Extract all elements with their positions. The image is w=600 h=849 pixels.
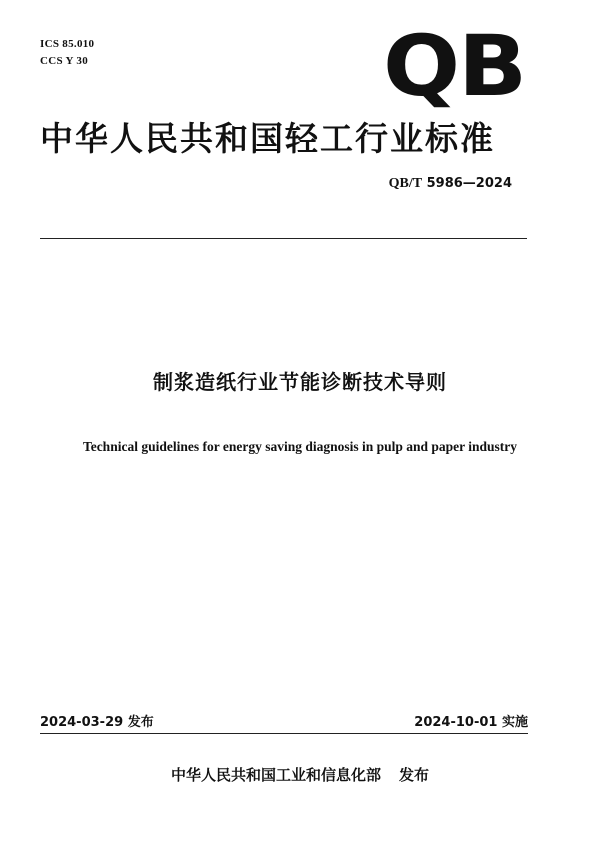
footer-divider (40, 733, 528, 734)
header-divider (40, 238, 527, 239)
document-title-english: Technical guidelines for energy saving diagnosis in pulp and paper industry (82, 439, 518, 454)
issue-date-line (40, 711, 154, 730)
ccs-code: CCS Y 30 (40, 55, 89, 67)
ics-code: ICS 85.010 (40, 38, 95, 50)
standard-code: 5986—2024 (426, 176, 512, 191)
implementation-date-line (414, 711, 528, 730)
issuer-name: 中华人民共和国工业和信息化部 (170, 766, 381, 784)
document-title-chinese: 制浆造纸行业节能诊断技术导则 (153, 370, 447, 394)
standard-number (389, 176, 512, 192)
implementation-label: 实施 (501, 715, 528, 730)
standard-category-title: 中华人民共和国轻工行业标准 (40, 119, 495, 158)
qb-logo: QB (383, 17, 525, 115)
issuer-line (0, 764, 600, 785)
issuer-action: 发布 (399, 766, 430, 784)
standard-prefix: QB/T (388, 176, 423, 191)
issue-label: 发布 (127, 715, 154, 730)
implementation-date: 2024-10-01 (414, 715, 498, 730)
issue-date: 2024-03-29 (40, 715, 124, 730)
